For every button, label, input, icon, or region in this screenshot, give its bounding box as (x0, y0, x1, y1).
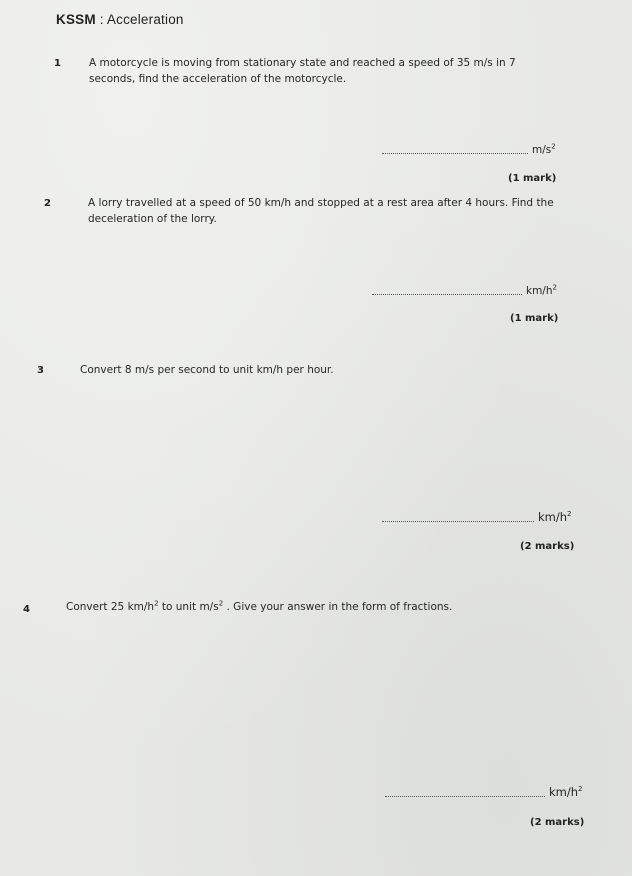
unit-exponent: 2 (551, 142, 556, 151)
answer-unit (526, 285, 557, 297)
question-4-unit-to (199, 601, 223, 613)
question-2-answer-line[interactable] (372, 285, 557, 297)
question-1-text: A motorcycle is moving from stationary state and reached a speed of 35 m/s in 7 seconds, find the acceleration of the motorcycle. (89, 57, 516, 85)
question-2-number: 2 (44, 198, 51, 209)
unit-exponent: 2 (218, 599, 224, 608)
question-2-text: A lorry travelled at a speed of 50 km/h and stopped at a rest area after 4 hours. Find the deceleration of the lorry. (88, 197, 554, 225)
question-4-text-part: to unit (158, 601, 200, 613)
question-4-text-part: . Give your answer in the form of fractions. (223, 601, 453, 613)
answer-blank[interactable] (385, 796, 545, 797)
question-2-marks: (1 mark) (510, 313, 559, 324)
question-1-number: 1 (54, 58, 61, 69)
unit-base: km/h (127, 601, 155, 613)
worksheet-header (56, 12, 184, 27)
answer-unit (538, 510, 572, 524)
unit-base: m/s (532, 144, 552, 156)
answer-unit (549, 785, 583, 799)
question-1-answer-line[interactable] (382, 144, 556, 156)
question-1-marks: (1 mark) (508, 173, 557, 184)
header-topic: Acceleration (106, 12, 184, 27)
answer-unit (532, 144, 556, 156)
unit-exponent: 2 (552, 283, 557, 292)
unit-exponent: 2 (567, 510, 572, 519)
question-4-text-part: Convert 25 (66, 601, 128, 613)
question-4-text (66, 599, 586, 615)
unit-exponent: 2 (154, 599, 159, 608)
unit-exponent: 2 (578, 785, 583, 794)
header-subject: KSSM (56, 12, 96, 27)
unit-base: m/s (199, 601, 219, 613)
unit-base: km/h (538, 510, 568, 524)
question-3-marks: (2 marks) (520, 541, 575, 552)
question-3-number: 3 (37, 365, 44, 376)
question-4-unit-from (128, 601, 159, 613)
unit-base: km/h (526, 285, 553, 297)
answer-blank[interactable] (382, 521, 534, 522)
answer-blank[interactable] (382, 153, 528, 154)
question-4-marks: (2 marks) (530, 817, 585, 828)
question-3-text: Convert 8 m/s per second to unit km/h per hour. (80, 364, 334, 376)
question-4-number: 4 (23, 604, 30, 615)
question-3-answer-line[interactable] (382, 510, 572, 524)
answer-blank[interactable] (372, 294, 522, 295)
unit-base: km/h (549, 785, 579, 799)
question-4-answer-line[interactable] (385, 785, 583, 799)
header-separator: : (95, 12, 107, 27)
